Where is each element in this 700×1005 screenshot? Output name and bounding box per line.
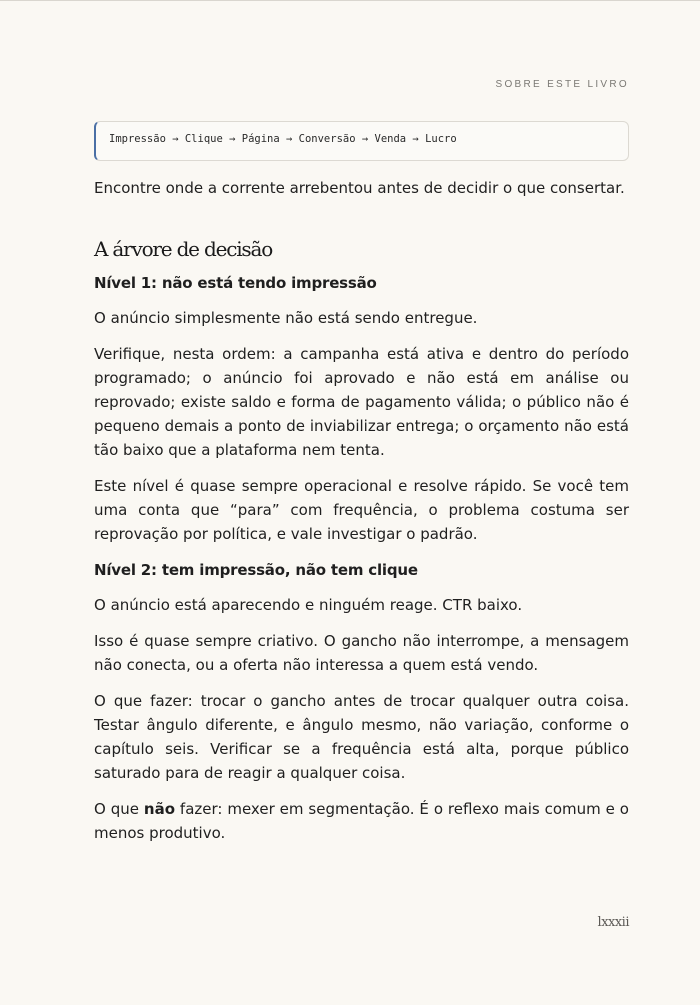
level-2-paragraph: Isso é quase sempre criativo. O gancho não interrompe, a mensagem não conecta, ou a oferta não interessa a quem está vendo. [94,632,629,674]
level-1-heading: Nível 1: não está tendo impressão [94,274,377,292]
level-2-heading: Nível 2: tem impressão, não tem clique [94,561,418,579]
emphasis-text: não [143,800,175,818]
page-number: lxxxii [597,915,629,930]
top-border [0,0,700,1]
level-2-paragraph: O que fazer: trocar o gancho antes de trocar qualquer outra coisa. Testar ângulo diferente, e ângulo mesmo, não variação, conforme o capítulo seis. Verificar se a frequência está alta, porque público saturado para de reagir a qualquer coisa. [94,692,629,782]
level-1-paragraph: Este nível é quase sempre operacional e resolve rápido. Se você tem uma conta que “para” com frequência, o problema costuma ser reprovação por política, e vale investigar o padrão. [94,477,629,543]
text-run: O que [94,800,144,818]
running-header: SOBRE ESTE LIVRO [495,79,629,90]
section-title: A árvore de decisão [94,237,273,261]
text-run: fazer: mexer em segmentação. É o reflexo mais comum e o menos produtivo. [94,800,629,842]
intro-paragraph: Encontre onde a corrente arrebentou antes de decidir o que consertar. [94,179,625,197]
level-1-paragraph: Verifique, nesta ordem: a campanha está ativa e dentro do período programado; o anúncio foi aprovado e não está em análise ou reprovado; existe saldo e forma de pagamento válida; o público não é pequeno demais a ponto de inviabilizar entrega; o orçamento não está tão baixo que a plataforma nem tenta. [94,345,629,459]
page-body [94,121,629,845]
level-2-paragraph [94,797,629,845]
level-1-paragraph: O anúncio simplesmente não está sendo entregue. [94,309,478,327]
level-2-paragraph: O anúncio está aparecendo e ninguém reage. CTR baixo. [94,596,523,614]
funnel-code-block: Impressão → Clique → Página → Conversão → Venda → Lucro [94,121,629,161]
